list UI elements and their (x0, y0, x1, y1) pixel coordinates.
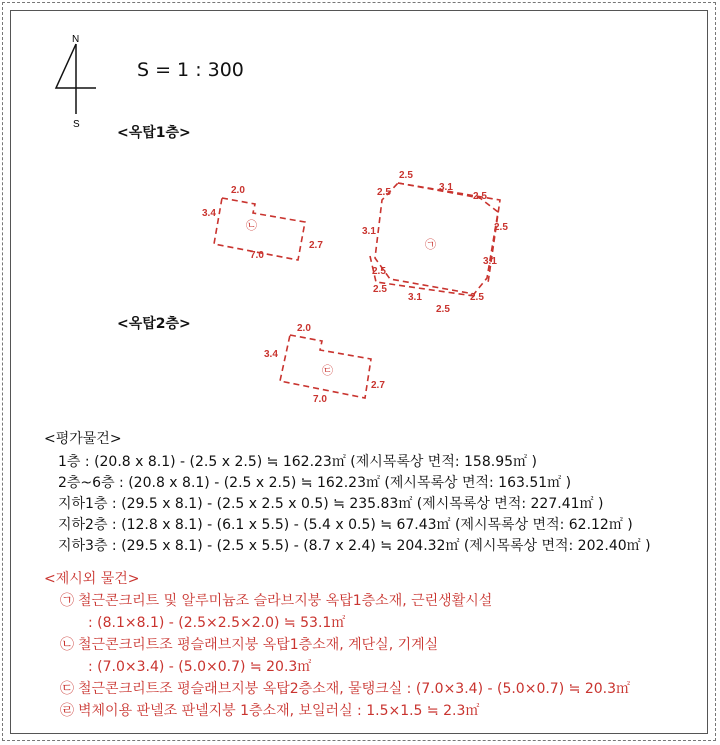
roof2-small-bottom: 7.0 (313, 394, 327, 405)
oct-left: 3.1 (362, 226, 376, 237)
excluded-item: ㉣ 벽체이용 판넬조 판넬지붕 1층소재, 보일러실 : 1.5×1.5 ≒ 2.3㎡ (60, 703, 480, 719)
excluded-item: ㉢ 철근콘크리트조 평슬래브지붕 옥탑2층소재, 물탱크실 : (7.0×3.4) - (5.0×0.7) ≒ 20.3㎡ (60, 681, 630, 697)
scale-label: S = 1 : 300 (137, 59, 244, 81)
roof1-small-top: 2.0 (231, 185, 245, 196)
oct-top-left: 2.5 (399, 170, 413, 181)
roof2-small-top: 2.0 (297, 323, 311, 334)
oct-bottom-left: 2.5 (373, 284, 387, 295)
excluded-list (60, 590, 630, 722)
evaluation-row: 2층~6층 : (20.8 x 8.1) - (2.5 x 2.5) ≒ 162.23㎡ (제시목록상 면적: 163.51㎡ ) (58, 475, 572, 491)
excluded-item-sub: : (7.0×3.4) - (5.0×0.7) ≒ 20.3㎡ (88, 659, 312, 675)
roof2-small-right: 2.7 (371, 380, 385, 391)
oct-right: 3.1 (483, 256, 497, 267)
roof1-small-symbol: ㉡ (246, 220, 257, 232)
oct-bottom-right: 2.5 (436, 304, 450, 315)
roof2-small-left: 3.4 (264, 349, 278, 360)
oct-lower-right: 2.5 (470, 292, 484, 303)
evaluation-section (44, 428, 651, 557)
oct-right-upper: 2.5 (494, 222, 508, 233)
oct-upper-left: 2.5 (377, 187, 391, 198)
evaluation-row: 지하2층 : (12.8 x 8.1) - (6.1 x 5.5) - (5.4 x 0.5) ≒ 67.43㎡ (제시목록상 면적: 62.12㎡ ) (58, 517, 633, 533)
evaluation-row: 지하1층 : (29.5 x 8.1) - (2.5 x 2.5 x 0.5) ≒ 235.83㎡ (제시목록상 면적: 227.41㎡ ) (58, 496, 604, 512)
oct-top-mid: 3.1 (439, 182, 453, 193)
section-rooftop2: <옥탑2층> (117, 316, 191, 332)
evaluation-title: <평가물건> (44, 431, 122, 447)
oct-top-right: 2.5 (473, 191, 487, 202)
compass-north: N (72, 34, 80, 45)
roof1-small-right: 2.7 (309, 240, 323, 251)
evaluation-row: 지하3층 : (29.5 x 8.1) - (2.5 x 5.5) - (8.7 x 2.4) ≒ 204.32㎡ (제시목록상 면적: 202.40㎡ ) (58, 538, 651, 554)
roof2-small-symbol: ㉢ (322, 365, 333, 377)
excluded-item: ㉠ 철근콘크리트 및 알루미늄조 슬라브지붕 옥탑1층소재, 근린생활시설 (60, 593, 493, 609)
evaluation-row: 1층 : (20.8 x 8.1) - (2.5 x 2.5) ≒ 162.23㎡ (제시목록상 면적: 158.95㎡ ) (58, 454, 537, 470)
section-rooftop1: <옥탑1층> (117, 125, 191, 141)
roof1-small-left: 3.4 (202, 208, 216, 219)
oct-symbol: ㉠ (425, 239, 436, 251)
compass-south: S (73, 119, 80, 130)
excluded-item-sub: : (8.1×8.1) - (2.5×2.5×2.0) ≒ 53.1㎡ (88, 615, 346, 631)
roof1-small-bottom: 7.0 (250, 250, 264, 261)
oct-lower-left: 2.5 (372, 266, 386, 277)
excluded-title: <제시외 물건> (44, 571, 140, 587)
excluded-item: ㉡ 철근콘크리트조 평슬래브지붕 옥탑1층소재, 계단실, 기계실 (60, 637, 439, 653)
oct-bottom-mid: 3.1 (408, 292, 422, 303)
